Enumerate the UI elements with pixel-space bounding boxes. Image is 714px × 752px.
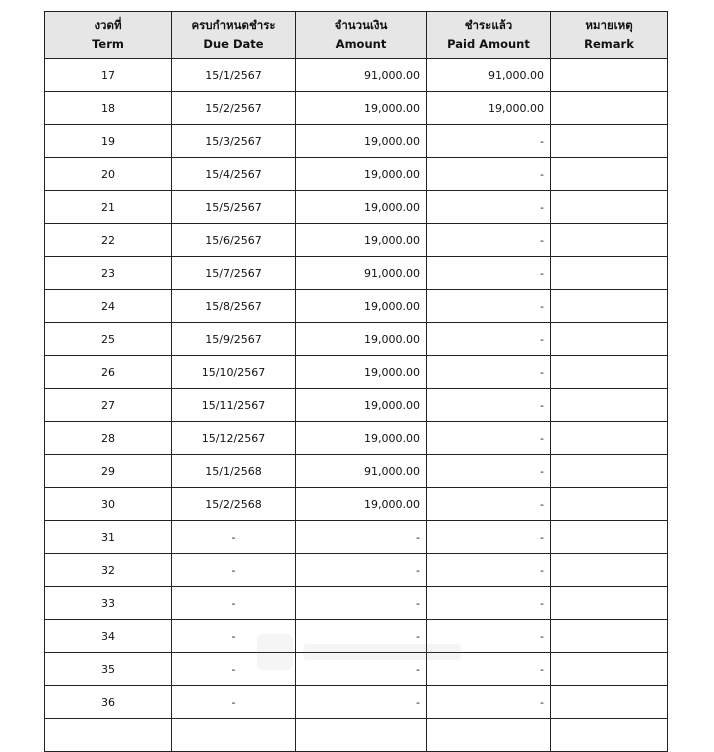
remark-cell bbox=[551, 323, 668, 356]
table-row bbox=[45, 653, 668, 686]
header-remark bbox=[551, 12, 668, 59]
paid-amount-cell: - bbox=[427, 620, 551, 653]
remark-cell bbox=[551, 554, 668, 587]
paid-amount-cell: - bbox=[427, 422, 551, 455]
paid-amount-cell: 19,000.00 bbox=[427, 92, 551, 125]
term-cell bbox=[45, 719, 172, 752]
header-paid-amount bbox=[427, 12, 551, 59]
paid-amount-cell: - bbox=[427, 389, 551, 422]
paid-amount-cell: - bbox=[427, 554, 551, 587]
amount-cell: 19,000.00 bbox=[296, 191, 427, 224]
paid-amount-cell: 91,000.00 bbox=[427, 59, 551, 92]
paid-amount-cell: - bbox=[427, 191, 551, 224]
remark-cell bbox=[551, 290, 668, 323]
table-row bbox=[45, 257, 668, 290]
paid-amount-cell: - bbox=[427, 653, 551, 686]
term-cell: 30 bbox=[45, 488, 172, 521]
due-date-cell: - bbox=[172, 686, 296, 719]
amount-cell: 19,000.00 bbox=[296, 323, 427, 356]
amount-cell: 19,000.00 bbox=[296, 92, 427, 125]
remark-cell bbox=[551, 455, 668, 488]
term-cell: 23 bbox=[45, 257, 172, 290]
header-due-th: ครบกำหนดชำระ bbox=[191, 18, 276, 32]
due-date-cell: 15/11/2567 bbox=[172, 389, 296, 422]
term-cell: 27 bbox=[45, 389, 172, 422]
table-body bbox=[45, 59, 668, 752]
remark-cell bbox=[551, 356, 668, 389]
paid-amount-cell: - bbox=[427, 224, 551, 257]
amount-cell: 91,000.00 bbox=[296, 59, 427, 92]
remark-cell bbox=[551, 686, 668, 719]
header-paid-en: Paid Amount bbox=[447, 37, 530, 51]
due-date-cell: 15/1/2568 bbox=[172, 455, 296, 488]
term-cell: 29 bbox=[45, 455, 172, 488]
due-date-cell: 15/12/2567 bbox=[172, 422, 296, 455]
term-cell: 26 bbox=[45, 356, 172, 389]
paid-amount-cell: - bbox=[427, 686, 551, 719]
remark-cell bbox=[551, 488, 668, 521]
term-cell: 32 bbox=[45, 554, 172, 587]
remark-cell bbox=[551, 59, 668, 92]
due-date-cell: 15/5/2567 bbox=[172, 191, 296, 224]
header-due-en: Due Date bbox=[203, 37, 264, 51]
table-row bbox=[45, 191, 668, 224]
header-amount-en: Amount bbox=[335, 37, 387, 51]
header-term bbox=[45, 12, 172, 59]
table-row bbox=[45, 125, 668, 158]
amount-cell: 19,000.00 bbox=[296, 224, 427, 257]
term-cell: 18 bbox=[45, 92, 172, 125]
due-date-cell: 15/9/2567 bbox=[172, 323, 296, 356]
header-remark-en: Remark bbox=[584, 37, 634, 51]
amount-cell: 19,000.00 bbox=[296, 389, 427, 422]
installment-schedule bbox=[44, 11, 668, 752]
paid-amount-cell: - bbox=[427, 257, 551, 290]
header-amount bbox=[296, 12, 427, 59]
table-row bbox=[45, 59, 668, 92]
due-date-cell: 15/1/2567 bbox=[172, 59, 296, 92]
remark-cell bbox=[551, 389, 668, 422]
remark-cell bbox=[551, 587, 668, 620]
due-date-cell: 15/2/2567 bbox=[172, 92, 296, 125]
amount-cell: 19,000.00 bbox=[296, 488, 427, 521]
amount-cell bbox=[296, 719, 427, 752]
table-row bbox=[45, 158, 668, 191]
paid-amount-cell: - bbox=[427, 521, 551, 554]
term-cell: 33 bbox=[45, 587, 172, 620]
table-row bbox=[45, 587, 668, 620]
table-row bbox=[45, 521, 668, 554]
header-term-th: งวดที่ bbox=[94, 18, 122, 32]
table-row bbox=[45, 719, 668, 752]
header-remark-th: หมายเหตุ bbox=[585, 18, 633, 32]
table-row bbox=[45, 389, 668, 422]
amount-cell: - bbox=[296, 587, 427, 620]
term-cell: 17 bbox=[45, 59, 172, 92]
term-cell: 34 bbox=[45, 620, 172, 653]
remark-cell bbox=[551, 422, 668, 455]
amount-cell: - bbox=[296, 554, 427, 587]
amount-cell: - bbox=[296, 686, 427, 719]
amount-cell: 91,000.00 bbox=[296, 257, 427, 290]
due-date-cell: - bbox=[172, 554, 296, 587]
header-term-en: Term bbox=[92, 37, 124, 51]
remark-cell bbox=[551, 719, 668, 752]
remark-cell bbox=[551, 92, 668, 125]
table-row bbox=[45, 224, 668, 257]
table-row bbox=[45, 290, 668, 323]
remark-cell bbox=[551, 620, 668, 653]
paid-amount-cell: - bbox=[427, 356, 551, 389]
table-row bbox=[45, 92, 668, 125]
table-header-row bbox=[45, 12, 668, 59]
due-date-cell: 15/6/2567 bbox=[172, 224, 296, 257]
amount-cell: - bbox=[296, 653, 427, 686]
table-row bbox=[45, 488, 668, 521]
amount-cell: 91,000.00 bbox=[296, 455, 427, 488]
table-row bbox=[45, 422, 668, 455]
remark-cell bbox=[551, 257, 668, 290]
term-cell: 31 bbox=[45, 521, 172, 554]
table-row bbox=[45, 323, 668, 356]
due-date-cell: 15/3/2567 bbox=[172, 125, 296, 158]
amount-cell: 19,000.00 bbox=[296, 356, 427, 389]
paid-amount-cell: - bbox=[427, 125, 551, 158]
amount-cell: - bbox=[296, 620, 427, 653]
table-row bbox=[45, 620, 668, 653]
table-row bbox=[45, 455, 668, 488]
paid-amount-cell: - bbox=[427, 158, 551, 191]
paid-amount-cell bbox=[427, 719, 551, 752]
remark-cell bbox=[551, 191, 668, 224]
term-cell: 20 bbox=[45, 158, 172, 191]
remark-cell bbox=[551, 158, 668, 191]
paid-amount-cell: - bbox=[427, 488, 551, 521]
header-due-date bbox=[172, 12, 296, 59]
due-date-cell: - bbox=[172, 521, 296, 554]
table-row bbox=[45, 686, 668, 719]
installment-table bbox=[44, 11, 668, 752]
term-cell: 28 bbox=[45, 422, 172, 455]
paid-amount-cell: - bbox=[427, 290, 551, 323]
due-date-cell: - bbox=[172, 653, 296, 686]
header-paid-th: ชำระแล้ว bbox=[464, 18, 513, 32]
due-date-cell: 15/7/2567 bbox=[172, 257, 296, 290]
remark-cell bbox=[551, 653, 668, 686]
due-date-cell: 15/4/2567 bbox=[172, 158, 296, 191]
term-cell: 19 bbox=[45, 125, 172, 158]
table-row bbox=[45, 356, 668, 389]
remark-cell bbox=[551, 224, 668, 257]
amount-cell: - bbox=[296, 521, 427, 554]
term-cell: 21 bbox=[45, 191, 172, 224]
due-date-cell bbox=[172, 719, 296, 752]
amount-cell: 19,000.00 bbox=[296, 125, 427, 158]
paid-amount-cell: - bbox=[427, 455, 551, 488]
paid-amount-cell: - bbox=[427, 323, 551, 356]
paid-amount-cell: - bbox=[427, 587, 551, 620]
term-cell: 25 bbox=[45, 323, 172, 356]
due-date-cell: - bbox=[172, 620, 296, 653]
due-date-cell: 15/10/2567 bbox=[172, 356, 296, 389]
amount-cell: 19,000.00 bbox=[296, 290, 427, 323]
term-cell: 35 bbox=[45, 653, 172, 686]
due-date-cell: 15/2/2568 bbox=[172, 488, 296, 521]
term-cell: 24 bbox=[45, 290, 172, 323]
table-row bbox=[45, 554, 668, 587]
remark-cell bbox=[551, 521, 668, 554]
term-cell: 22 bbox=[45, 224, 172, 257]
amount-cell: 19,000.00 bbox=[296, 422, 427, 455]
header-amount-th: จำนวนเงิน bbox=[334, 18, 388, 32]
due-date-cell: 15/8/2567 bbox=[172, 290, 296, 323]
remark-cell bbox=[551, 125, 668, 158]
amount-cell: 19,000.00 bbox=[296, 158, 427, 191]
due-date-cell: - bbox=[172, 587, 296, 620]
term-cell: 36 bbox=[45, 686, 172, 719]
